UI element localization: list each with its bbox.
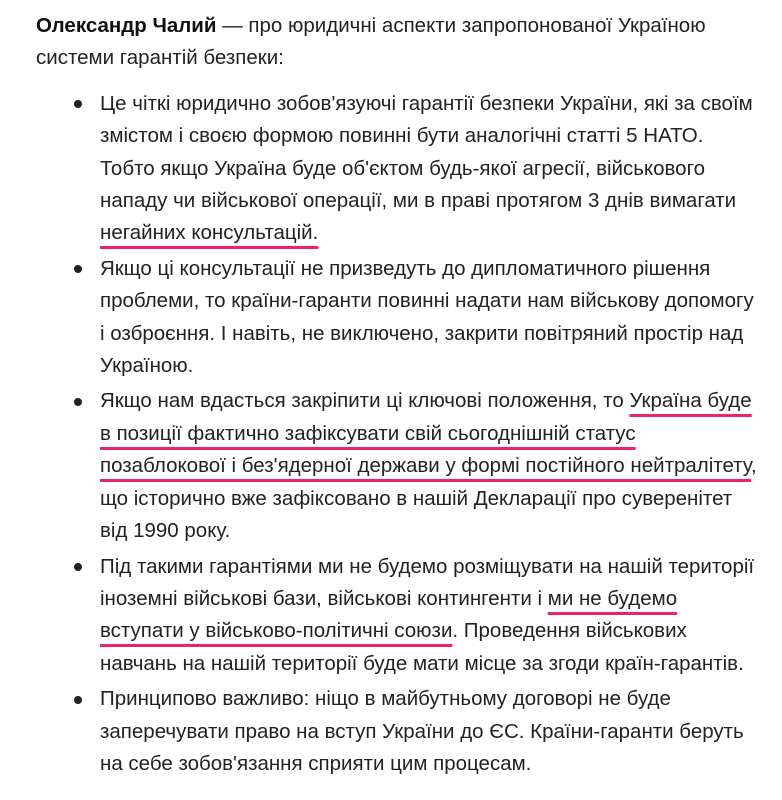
- bullet-text: Принципово важливо: ніщо в майбутньому договорі не буде заперечувати право на вступ України до ЄС. Країни-гаранти беруть на себе зобов'язання сприяти цим процесам.: [100, 687, 744, 775]
- list-item: [100, 385, 760, 547]
- intro-paragraph: [36, 10, 760, 75]
- bullet-dot-icon: [74, 563, 82, 571]
- bullet-dot-icon: [74, 696, 82, 704]
- bullet-text: Це чіткі юридично зобов'язуючі гарантії безпеки України, які за своїм змістом і своєю формою повинні бути аналогічні статті 5 НАТО. Тобто якщо Україна буде об'єктом будь-якої агресії, військового нападу чи військової операції, ми в праві протягом 3 днів вимагати: [100, 91, 753, 213]
- bullet-dot-icon: [74, 398, 82, 406]
- highlighted-phrase: Україна буде в позиції фактично зафіксувати свій сьогоднішній статус позаблокової і без'ядерної держави у формі постійного нейтралітету: [100, 389, 752, 478]
- bullet-text: Якщо ці консультації не призведуть до дипломатичного рішення проблеми, то країни-гаранти повинні надати нам військову допомогу і озброєння. І навіть, не виключено, закрити повітряний простір над Україною.: [100, 256, 754, 378]
- highlighted-phrase: негайних консультацій.: [100, 221, 319, 245]
- bullet-list: [36, 88, 760, 781]
- intro-text: — про юридичні аспекти запропонованої Україною системи гарантій безпеки:: [36, 14, 706, 70]
- bullet-dot-icon: [74, 100, 82, 108]
- bullet-text: Під такими гарантіями ми не будемо розміщувати на нашій території іноземні військові бази, військові контингенти і: [100, 554, 755, 610]
- list-item: [100, 88, 760, 250]
- bullet-text: , що історично вже зафіксовано в нашій Декларації про суверенітет від 1990 року.: [100, 454, 757, 543]
- bullet-text: . Проведення військових навчань на нашій території буде мати місце за згоди країн-гарантів.: [100, 619, 744, 675]
- bullet-text: Якщо нам вдасться закріпити ці ключові положення, то: [100, 389, 630, 413]
- highlighted-phrase: ми не будемо вступати у військово-політичні союзи: [100, 586, 678, 643]
- list-item: [100, 683, 760, 780]
- list-item: [100, 253, 760, 383]
- author-name: Олександр Чалий: [36, 14, 217, 37]
- list-item: [100, 551, 760, 681]
- bullet-dot-icon: [74, 265, 82, 273]
